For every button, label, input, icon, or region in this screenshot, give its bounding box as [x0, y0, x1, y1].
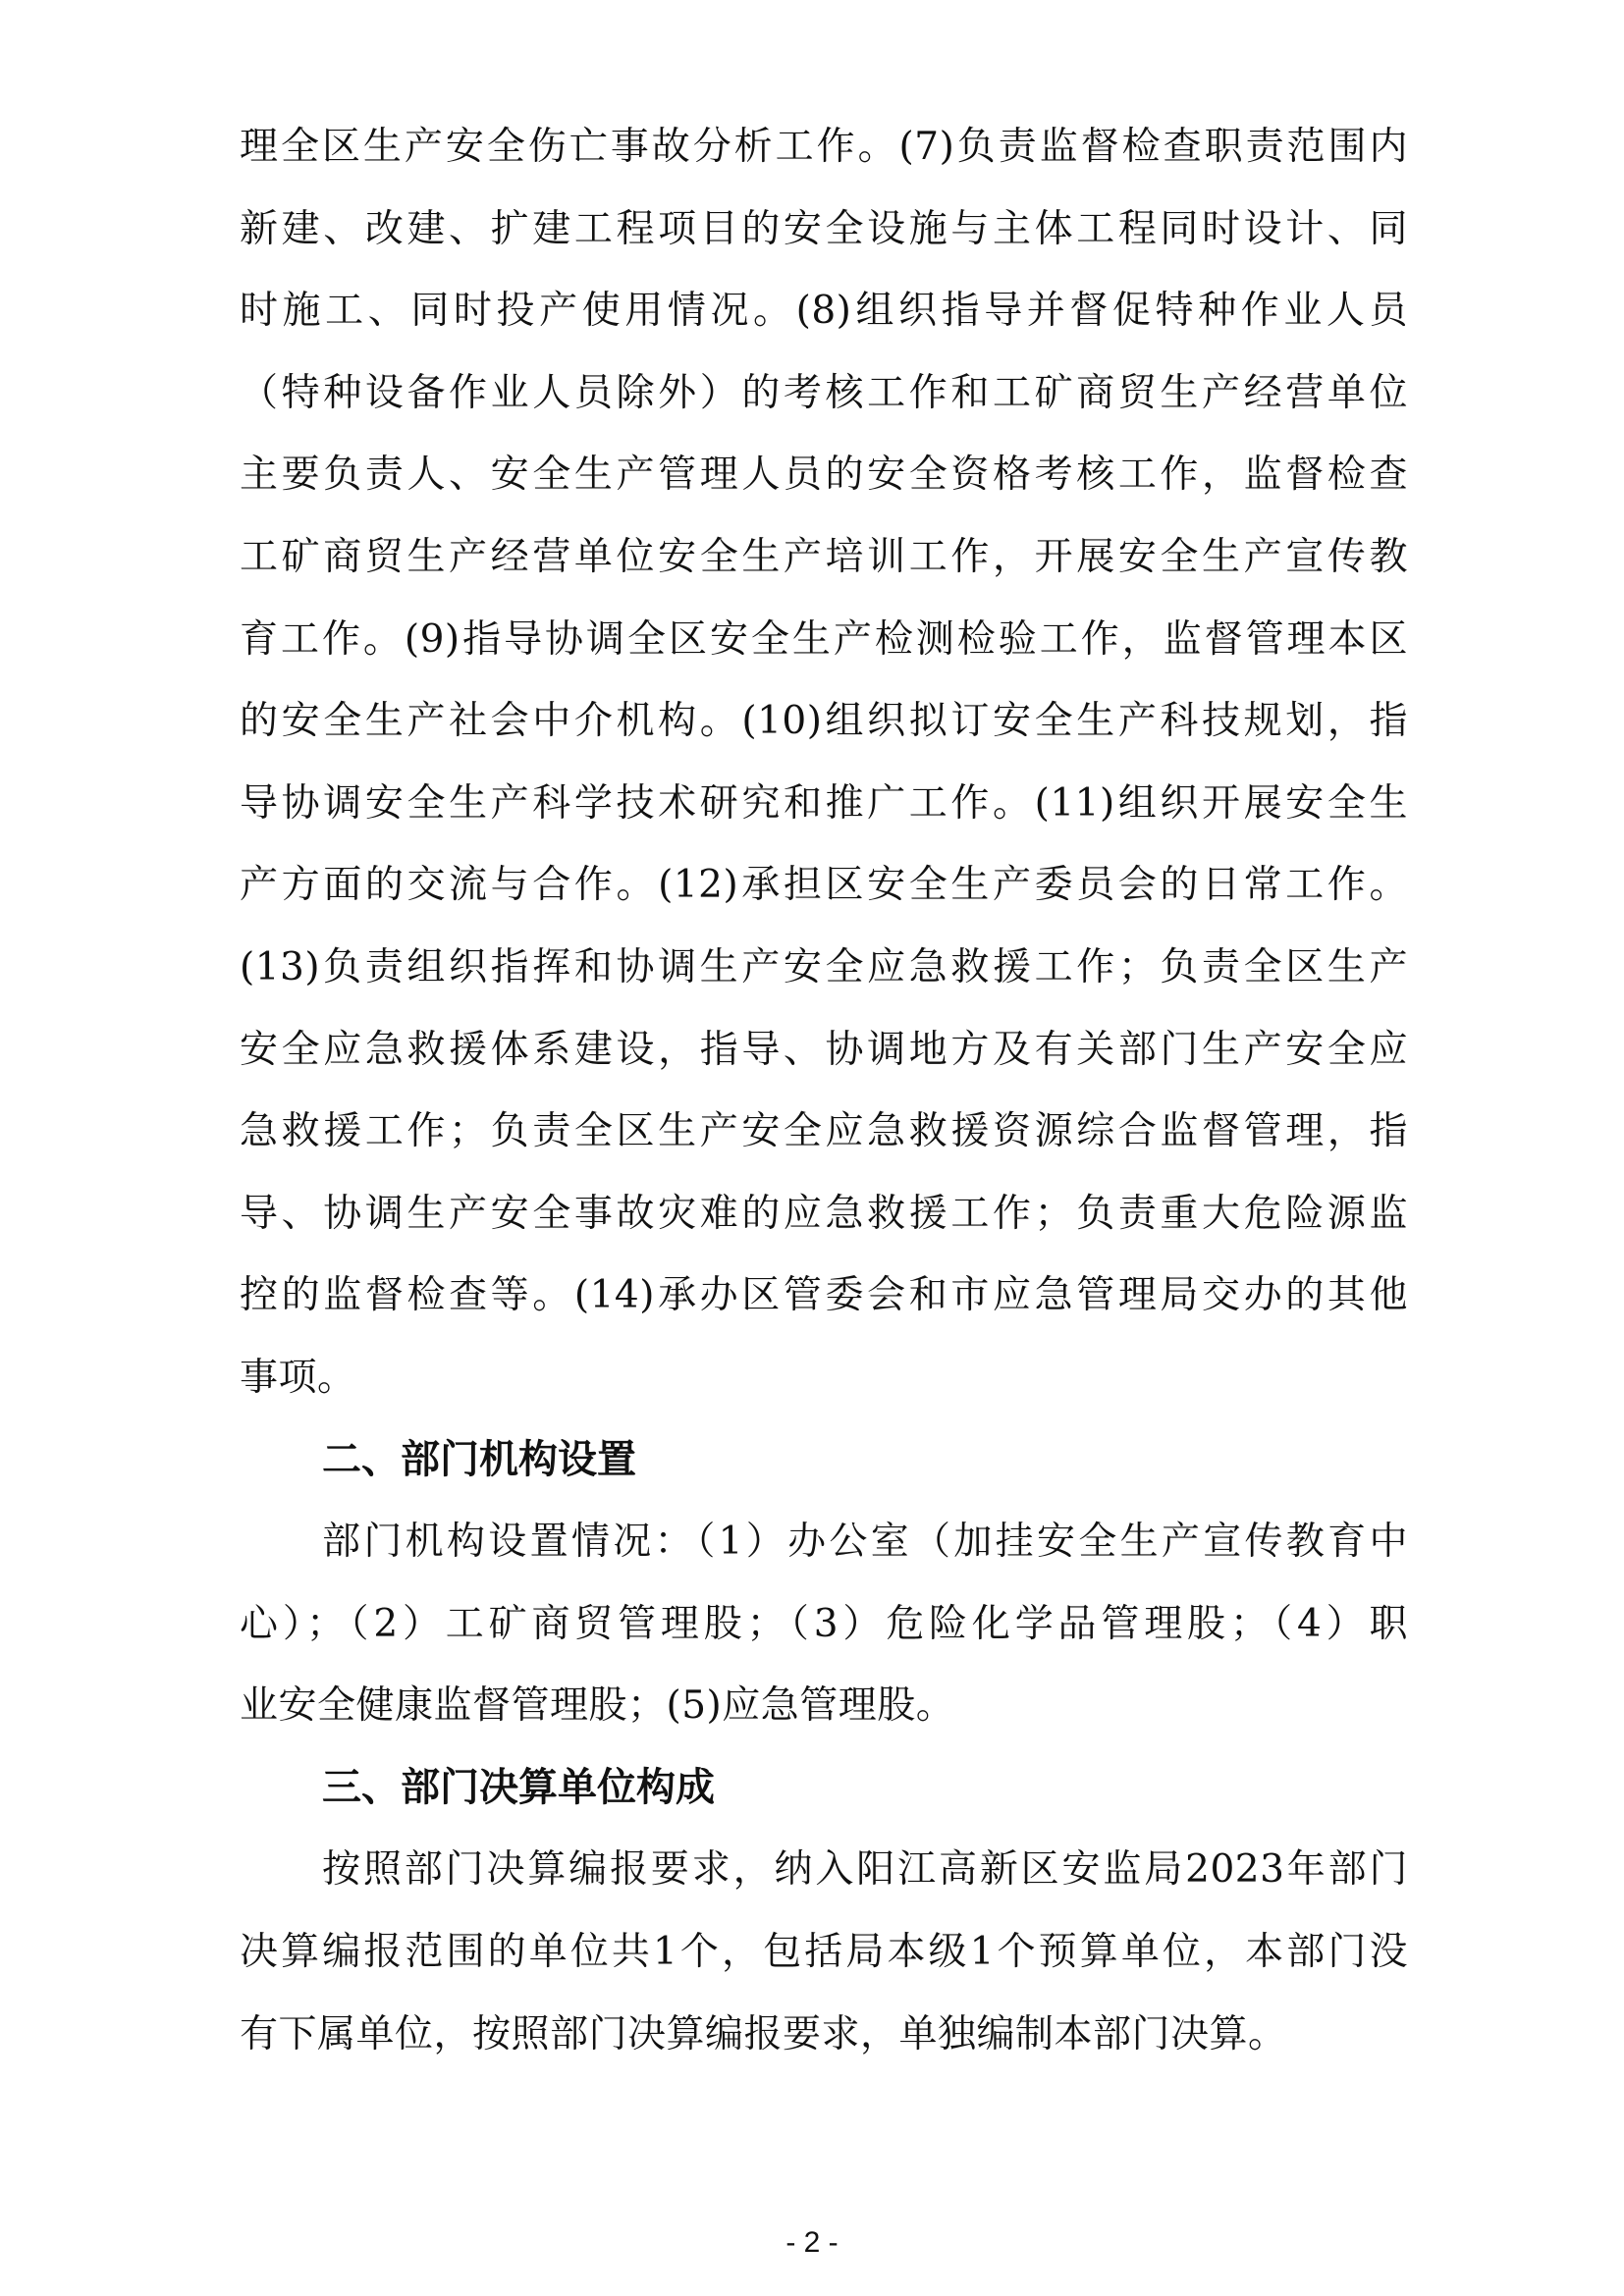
text-line: （特种设备作业人员除外）的考核工作和工矿商贸生产经营单位 [240, 370, 1408, 415]
text-line: 主要负责人、安全生产管理人员的安全资格考核工作，监督检查 [240, 453, 1408, 498]
text-line: 导协调安全生产科学技术研究和推广工作。(11)组织开展安全生 [240, 780, 1408, 826]
text-line: 控的监督检查等。(14)承办区管委会和市应急管理局交办的其他 [240, 1273, 1408, 1318]
text-line: 育工作。(9)指导协调全区安全生产检测检验工作，监督管理本区 [240, 616, 1408, 662]
text-line: 产方面的交流与合作。(12)承担区安全生产委员会的日常工作。 [240, 863, 1408, 908]
text-line: 业安全健康监督管理股；(5)应急管理股。 [240, 1683, 955, 1729]
text-line: 急救援工作；负责全区生产安全应急救援资源综合监督管理，指 [240, 1109, 1408, 1154]
section-budget-units [240, 1747, 1408, 2075]
text-line: 有下属单位，按照部门决算编报要求，单独编制本部门决算。 [240, 2011, 1287, 2056]
text-line: 心）；（2）工矿商贸管理股；（3）危险化学品管理股；（4）职 [240, 1601, 1408, 1646]
text-line: (13)负责组织指挥和协调生产安全应急救援工作；负责全区生产 [240, 944, 1408, 989]
section-heading: 三、部门决算单位构成 [322, 1764, 715, 1810]
text-line: 部门机构设置情况：（1）办公室（加挂安全生产宣传教育中 [322, 1520, 1408, 1565]
page-number: - 2 - [785, 2226, 839, 2259]
text-line: 新建、改建、扩建工程项目的安全设施与主体工程同时设计、同 [240, 206, 1408, 251]
text-line: 的安全生产社会中介机构。(10)组织拟订安全生产科技规划，指 [240, 699, 1408, 744]
section-org-structure [240, 1419, 1408, 1747]
section-heading: 二、部门机构设置 [322, 1436, 636, 1482]
duties-paragraph-continuation [240, 106, 1408, 1419]
text-line: 工矿商贸生产经营单位安全生产培训工作，开展安全生产宣传教 [240, 534, 1408, 579]
text-line: 理全区生产安全伤亡事故分析工作。(7)负责监督检查职责范围内 [240, 125, 1408, 169]
text-line: 按照部门决算编报要求，纳入阳江高新区安监局2023年部门 [322, 1847, 1408, 1893]
document-page [240, 106, 1408, 2075]
text-line: 安全应急救援体系建设，指导、协调地方及有关部门生产安全应 [240, 1027, 1408, 1072]
text-line: 事项。 [240, 1355, 356, 1400]
text-line: 导、协调生产安全事故灾难的应急救援工作；负责重大危险源监 [240, 1191, 1408, 1236]
text-line: 决算编报范围的单位共1个，包括局本级1个预算单位，本部门没 [240, 1930, 1408, 1975]
text-line: 时施工、同时投产使用情况。(8)组织指导并督促特种作业人员 [240, 289, 1408, 334]
